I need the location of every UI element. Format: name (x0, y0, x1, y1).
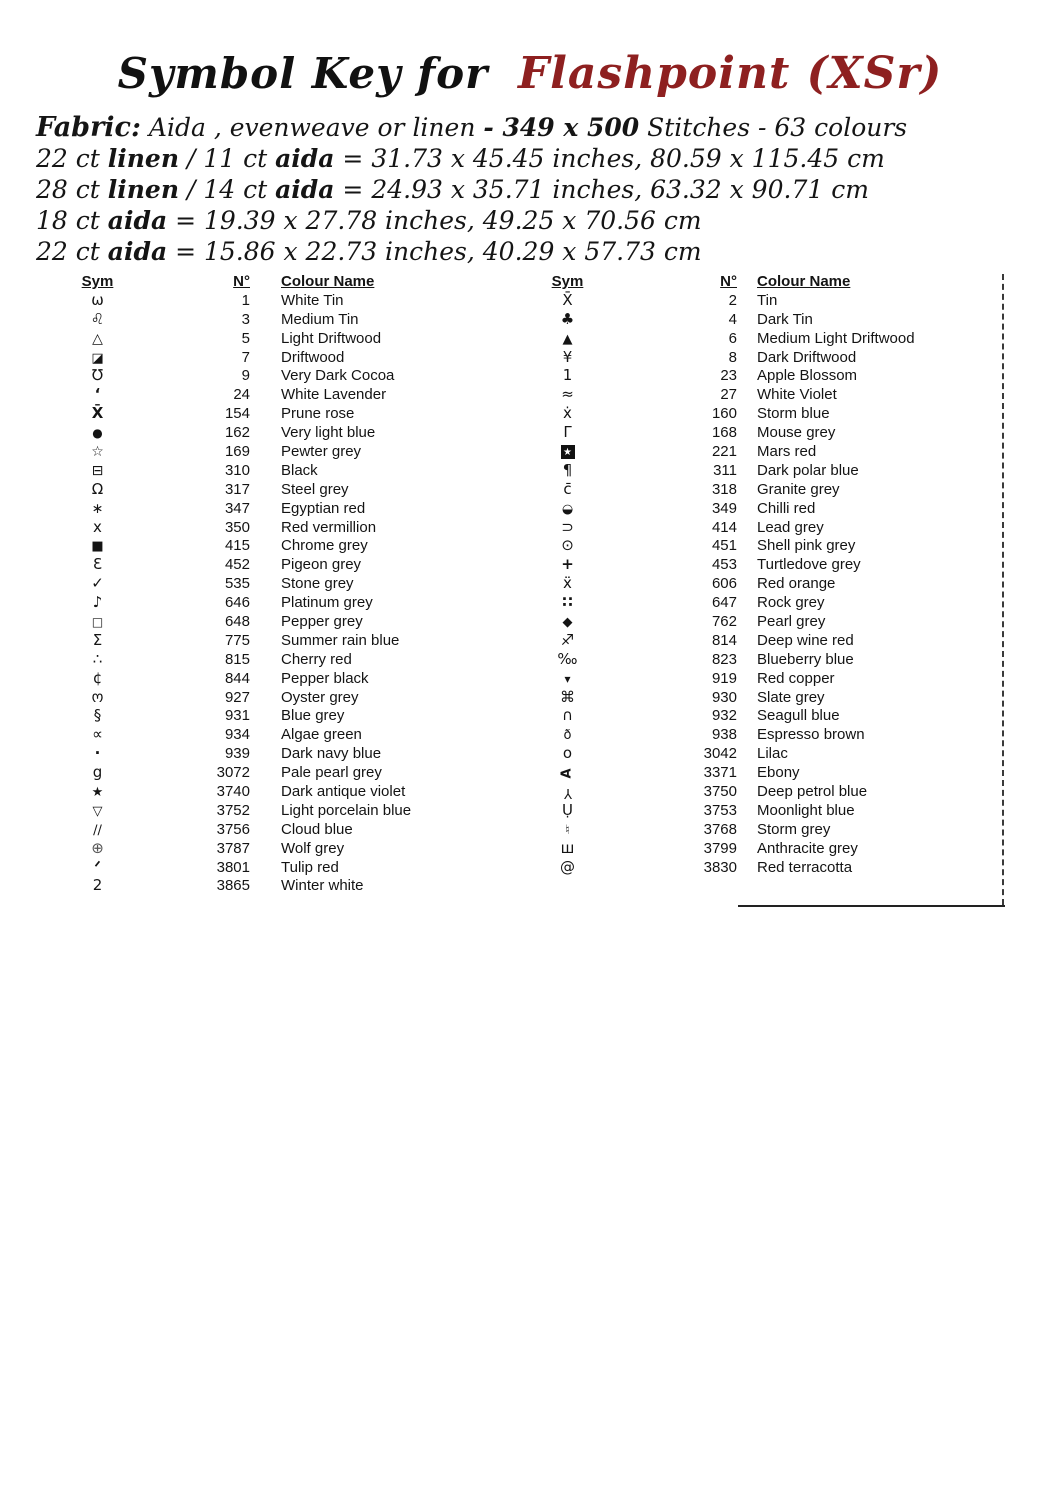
thread-number: 3801 (216, 858, 250, 876)
table-row (545, 763, 975, 782)
colour-name: Ebony (757, 764, 800, 782)
colour-name: Black (281, 461, 318, 479)
symbol-glyph: ẍ (563, 574, 572, 593)
table-row (75, 650, 505, 669)
symbol-glyph: ᐟ (94, 857, 101, 876)
symbol-glyph: ∩ (562, 706, 573, 725)
symbol-glyph: ♮ (565, 822, 570, 838)
colour-name: Stone grey (281, 575, 354, 593)
thread-number: 5 (241, 329, 250, 347)
thread-number: 453 (711, 556, 737, 574)
symbol-glyph: ★ (91, 784, 104, 800)
table-row (75, 706, 505, 725)
symbol-glyph: ∕∕ (93, 822, 102, 838)
colour-name: Slate grey (757, 688, 825, 706)
colour-name: Wolf grey (281, 839, 345, 857)
thread-number: 349 (711, 499, 737, 517)
thread-number: 221 (711, 442, 737, 460)
symbol-glyph: + (561, 555, 574, 574)
symbol-glyph: g (92, 763, 103, 782)
symbol-glyph: 2 (92, 876, 103, 895)
colour-name: Summer rain blue (281, 631, 400, 649)
colour-name: Turtledove grey (757, 556, 861, 574)
symbol-glyph: · (94, 744, 101, 763)
table-row (75, 329, 505, 348)
symbol-glyph: Y (563, 784, 572, 800)
symbol-glyph: ♪ (92, 593, 103, 612)
thread-number: 414 (711, 518, 737, 536)
page-title (0, 48, 1060, 99)
colour-name: Pale pearl grey (281, 764, 382, 782)
thread-number: 762 (711, 612, 737, 630)
colour-name: White Lavender (281, 386, 387, 404)
table-row (545, 858, 975, 877)
thread-number: 350 (224, 518, 250, 536)
thread-number: 3865 (216, 877, 250, 895)
thread-number: 919 (711, 669, 737, 687)
table-bottom-border (738, 905, 1005, 907)
symbol-glyph: ¶ (562, 460, 573, 479)
symbol-glyph: ♐ (560, 630, 575, 649)
symbol-glyph: ∝ (92, 725, 103, 744)
table-row (545, 612, 975, 631)
thread-number: 938 (711, 726, 737, 744)
thread-number: 3371 (703, 764, 737, 782)
header-sym: Sym (81, 272, 114, 290)
colour-name: Shell pink grey (757, 537, 856, 555)
table-row (545, 536, 975, 555)
table-right-border (1002, 274, 1004, 905)
symbol-glyph: ∴ (92, 649, 103, 668)
table-body-left (75, 291, 505, 896)
thread-number: 647 (711, 594, 737, 612)
colour-name: Apple Blossom (757, 367, 858, 385)
colour-name: Pearl grey (757, 612, 826, 630)
thread-number: 927 (224, 688, 250, 706)
colour-name: White Tin (281, 291, 344, 309)
symbol-glyph: ¥ (562, 347, 573, 366)
colour-name: Platinum grey (281, 594, 373, 612)
thread-number: 317 (224, 480, 250, 498)
symbol-glyph: ო (91, 687, 104, 706)
symbol-glyph: ☆ (91, 443, 104, 460)
symbol-glyph: c̄ (563, 479, 572, 498)
table-row (545, 574, 975, 593)
table-row (545, 480, 975, 499)
table-row (75, 499, 505, 518)
table-row (75, 536, 505, 555)
thread-number: 3830 (703, 858, 737, 876)
table-row (75, 839, 505, 858)
colour-name: Granite grey (757, 480, 840, 498)
symbol-glyph: ∷ (562, 593, 573, 612)
header-number: N° (720, 272, 737, 290)
thread-number: 646 (224, 594, 250, 612)
colour-name: Driftwood (281, 348, 345, 366)
table-row (545, 329, 975, 348)
table-row (545, 801, 975, 820)
table-row (545, 631, 975, 650)
table-row (75, 555, 505, 574)
colour-name: Chilli red (757, 499, 816, 517)
fabric-size-line: 22 ct linen / 11 ct aida = 31.73 x 45.45 inches, 80.59 x 115.45 cm (36, 144, 885, 173)
table-row (75, 385, 505, 404)
symbol-glyph: ♣ (560, 309, 575, 328)
table-row (545, 725, 975, 744)
symbol-glyph: o (562, 744, 573, 763)
thread-number: 932 (711, 707, 737, 725)
table-row (75, 518, 505, 537)
table-row (75, 744, 505, 763)
colour-name: Very Dark Cocoa (281, 367, 395, 385)
symbol-glyph: § (93, 706, 102, 725)
symbol-glyph: ω (91, 290, 104, 309)
thread-number: 3768 (703, 820, 737, 838)
thread-number: 162 (224, 424, 250, 442)
colour-name: Blue grey (281, 707, 345, 725)
colour-name: Dark polar blue (757, 461, 859, 479)
thread-number: 3787 (216, 839, 250, 857)
table-row (545, 688, 975, 707)
table-row (75, 593, 505, 612)
thread-number: 931 (224, 707, 250, 725)
symbol-glyph: @ (560, 857, 575, 876)
colour-name: Pewter grey (281, 442, 362, 460)
thread-number: 310 (224, 461, 250, 479)
header-sym: Sym (551, 272, 584, 290)
symbol-glyph: ◪ (91, 350, 104, 366)
table-row (545, 291, 975, 310)
colour-name: Deep petrol blue (757, 782, 868, 800)
thread-number: 9 (241, 367, 250, 385)
colour-name: Algae green (281, 726, 362, 744)
thread-number: 844 (224, 669, 250, 687)
title-prefix: Symbol Key for (117, 49, 489, 98)
colour-name: Mars red (757, 442, 817, 460)
symbol-glyph: ★ (561, 445, 575, 459)
thread-number: 451 (711, 537, 737, 555)
thread-number: 815 (224, 650, 250, 668)
table-row (75, 366, 505, 385)
fabric-info (36, 112, 1026, 267)
table-row (545, 706, 975, 725)
symbol-glyph: ▽ (92, 803, 103, 819)
thread-number: 3042 (703, 745, 737, 763)
table-header-row (545, 272, 975, 291)
symbol-glyph: ⊕ (91, 838, 104, 857)
table-row (75, 442, 505, 461)
table-row (545, 820, 975, 839)
colour-name: Red copper (757, 669, 835, 687)
symbol-glyph: △ (92, 330, 103, 347)
colour-name: Mouse grey (757, 424, 836, 442)
symbol-glyph: X̄ (91, 404, 104, 423)
table-row (545, 669, 975, 688)
colour-name: Egyptian red (281, 499, 366, 517)
symbol-glyph: ‘ (94, 385, 101, 404)
symbol-glyph: ẋ (563, 404, 572, 423)
symbol-glyph: ≈ (561, 385, 574, 404)
thread-number: 154 (224, 405, 250, 423)
title-pattern-name: Flashpoint (XSr) (517, 48, 943, 99)
thread-number: 930 (711, 688, 737, 706)
symbol-glyph: ▲ (562, 331, 573, 347)
colour-name: Red vermillion (281, 518, 377, 536)
header-colour-name: Colour Name (281, 272, 375, 290)
table-row (545, 404, 975, 423)
colour-name: Light Driftwood (281, 329, 382, 347)
symbol-glyph: 1 (562, 366, 573, 385)
colour-name: Pepper grey (281, 612, 363, 630)
thread-number: 7 (241, 348, 250, 366)
thread-number: 318 (711, 480, 737, 498)
colour-name: Blueberry blue (757, 650, 854, 668)
table-row (75, 480, 505, 499)
table-row (545, 839, 975, 858)
symbol-glyph: ▾ (564, 671, 571, 686)
symbol-glyph: ● (92, 426, 103, 441)
symbol-glyph: Σ (92, 630, 103, 649)
symbol-glyph: ⊟ (91, 462, 104, 479)
symbol-glyph: X̄ (562, 290, 573, 309)
fabric-size-line: 28 ct linen / 14 ct aida = 24.93 x 35.71 inches, 63.32 x 90.71 cm (36, 175, 869, 204)
symbol-key-table-right (545, 272, 975, 877)
symbol-glyph: Ω (91, 479, 104, 498)
thread-number: 606 (711, 575, 737, 593)
table-row (545, 442, 975, 461)
table-row (75, 877, 505, 896)
thread-number: 27 (720, 386, 737, 404)
header-number: N° (233, 272, 250, 290)
thread-number: 160 (711, 405, 737, 423)
thread-number: 1 (241, 291, 250, 309)
table-row (545, 744, 975, 763)
thread-number: 6 (728, 329, 737, 347)
thread-number: 3753 (703, 801, 737, 819)
thread-number: 3752 (216, 801, 250, 819)
thread-number: 3072 (216, 764, 250, 782)
table-row (75, 291, 505, 310)
colour-name: Dark antique violet (281, 782, 406, 800)
colour-name: Red orange (757, 575, 836, 593)
symbol-glyph: ‰ (557, 649, 578, 668)
symbol-glyph: ◒ (561, 501, 574, 517)
colour-name: Dark Tin (757, 310, 813, 328)
symbol-glyph: ■ (91, 539, 104, 555)
colour-name: Anthracite grey (757, 839, 858, 857)
thread-number: 347 (224, 499, 250, 517)
colour-name: Light porcelain blue (281, 801, 412, 819)
colour-name: Cherry red (281, 650, 352, 668)
symbol-glyph: ш (560, 838, 575, 857)
thread-number: 775 (224, 631, 250, 649)
colour-name: Espresso brown (757, 726, 865, 744)
symbol-glyph: Ɛ (92, 555, 103, 574)
thread-number: 311 (713, 461, 737, 479)
table-row (75, 820, 505, 839)
colour-name: White Violet (757, 386, 837, 404)
thread-number: 23 (720, 367, 737, 385)
thread-number: 4 (728, 310, 737, 328)
thread-number: 169 (224, 442, 250, 460)
colour-name: Prune rose (281, 405, 355, 423)
thread-number: 3740 (216, 782, 250, 800)
colour-name: Tin (757, 291, 778, 309)
table-row (75, 858, 505, 877)
thread-number: 415 (224, 537, 250, 555)
colour-name: Very light blue (281, 424, 376, 442)
colour-name: Cloud blue (281, 820, 353, 838)
colour-name: Chrome grey (281, 537, 368, 555)
colour-name: Dark navy blue (281, 745, 382, 763)
colour-name: Dark Driftwood (757, 348, 857, 366)
thread-number: 8 (728, 348, 737, 366)
fabric-size-line: 18 ct aida = 19.39 x 27.78 inches, 49.25 x 70.56 cm (36, 206, 702, 235)
fabric-size-line: 22 ct aida = 15.86 x 22.73 inches, 40.29 x 57.73 cm (36, 237, 702, 266)
table-row (75, 801, 505, 820)
colour-name: Rock grey (757, 594, 825, 612)
symbol-glyph: ⌘ (560, 687, 575, 706)
thread-number: 168 (711, 424, 737, 442)
table-row (75, 669, 505, 688)
thread-number: 939 (224, 745, 250, 763)
stitch-count: - 349 x 500 (483, 113, 640, 142)
thread-number: 814 (711, 631, 737, 649)
fabric-line-summary: Fabric: Aida , evenweave or linen - 349 x 500 Stitches - 63 colours (36, 112, 908, 143)
thread-number: 3 (241, 310, 250, 328)
symbol-key-table-left (75, 272, 505, 895)
symbol-glyph: □ (91, 614, 104, 629)
table-row (545, 782, 975, 801)
colour-name: Storm blue (757, 405, 830, 423)
thread-number: 934 (224, 726, 250, 744)
colour-name: Storm grey (757, 820, 831, 838)
thread-number: 2 (728, 291, 737, 309)
table-row (75, 763, 505, 782)
table-row (75, 404, 505, 423)
thread-number: 24 (233, 386, 250, 404)
thread-number: 823 (711, 650, 737, 668)
colour-name: Steel grey (281, 480, 349, 498)
table-body-right (545, 291, 975, 877)
table-row (545, 499, 975, 518)
symbol-glyph: Ụ (562, 800, 573, 819)
thread-number: 648 (224, 612, 250, 630)
thread-number: 535 (224, 575, 250, 593)
header-colour-name: Colour Name (757, 272, 851, 290)
colour-name: Pigeon grey (281, 556, 362, 574)
table-row (75, 612, 505, 631)
colour-name: Red terracotta (757, 858, 853, 876)
symbol-glyph: ð (563, 728, 572, 744)
table-row (75, 423, 505, 442)
table-row (75, 348, 505, 367)
thread-number: 3799 (703, 839, 737, 857)
symbol-glyph: ⊃ (561, 517, 574, 536)
symbol-glyph: ℧ (91, 366, 104, 385)
fabric-label: Fabric: (36, 112, 141, 143)
table-row (75, 688, 505, 707)
table-row (75, 631, 505, 650)
thread-number: 452 (224, 556, 250, 574)
colour-name: Pepper black (281, 669, 369, 687)
table-row (545, 385, 975, 404)
symbol-glyph: A (560, 768, 575, 779)
colour-name: Deep wine red (757, 631, 854, 649)
symbol-glyph: ∗ (91, 500, 104, 517)
table-row (545, 310, 975, 329)
table-row (75, 310, 505, 329)
colour-name: Medium Tin (281, 310, 359, 328)
table-row (75, 782, 505, 801)
colour-name: Winter white (281, 877, 364, 895)
table-header-row (75, 272, 505, 291)
table-row (75, 461, 505, 480)
table-row (545, 461, 975, 480)
table-row (75, 725, 505, 744)
symbol-glyph: ⊙ (561, 536, 574, 555)
symbol-glyph: ♌ (90, 309, 105, 328)
colour-name: Lilac (757, 745, 788, 763)
table-row (545, 348, 975, 367)
table-row (545, 593, 975, 612)
table-row (545, 650, 975, 669)
colour-name: Tulip red (281, 858, 339, 876)
symbol-glyph: ◆ (562, 614, 573, 630)
symbol-glyph: ¢ (92, 668, 103, 687)
table-row (545, 555, 975, 574)
symbol-glyph: Γ (563, 423, 572, 442)
colour-name: Seagull blue (757, 707, 840, 725)
colour-name: Medium Light Driftwood (757, 329, 915, 347)
table-row (545, 518, 975, 537)
table-row (545, 423, 975, 442)
table-row (75, 574, 505, 593)
symbol-glyph: x (93, 517, 102, 536)
colour-name: Moonlight blue (757, 801, 855, 819)
colour-name: Oyster grey (281, 688, 359, 706)
thread-number: 3756 (216, 820, 250, 838)
colour-name: Lead grey (757, 518, 824, 536)
table-row (545, 366, 975, 385)
thread-number: 3750 (703, 782, 737, 800)
symbol-glyph: ✓ (91, 574, 104, 593)
